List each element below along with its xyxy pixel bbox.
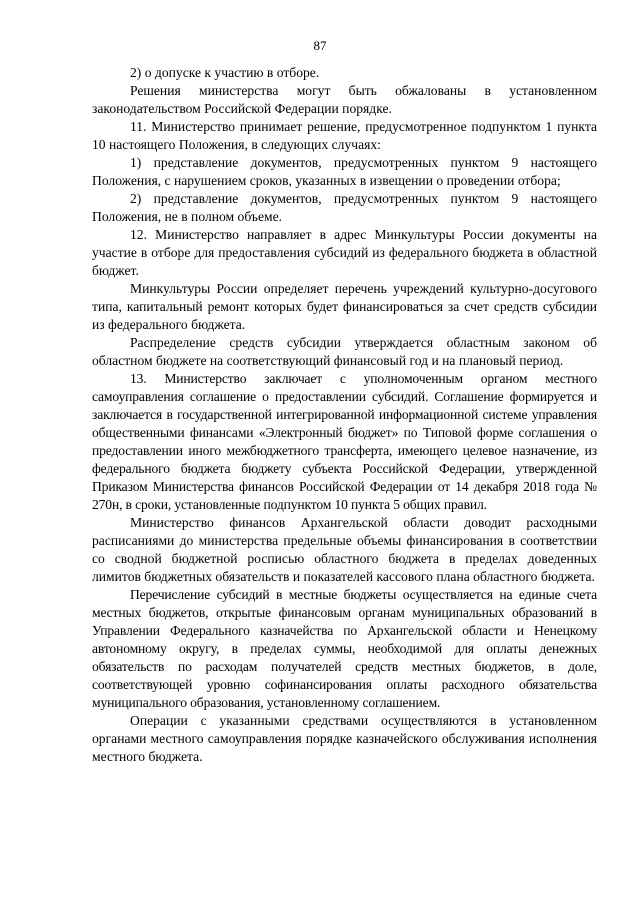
paragraph-minfin: Министерство финансов Архангельской области доводит расходными расписаниями до министерства предельные объемы финансирования в соответствии со сводной бюджетной росписью областного бюджета в пределах доведенных лимитов бюджетных обязательств и показателей кассового плана областного бюджета. xyxy=(92,515,597,584)
paragraph-case-1: 1) представление документов, предусмотренных пунктом 9 настоящего Положения, с нарушением сроков, указанных в извещении о проведении отбора; xyxy=(92,155,597,188)
paragraph-subitem-2-admission: 2) о допуске к участию в отборе. xyxy=(130,65,320,80)
paragraph-minculture-list: Минкультуры России определяет перечень учреждений культурно-досугового типа, капитальный ремонт которых будет финансироваться за счет средств субсидии из федерального бюджета. xyxy=(92,281,597,332)
paragraph-distribution: Распределение средств субсидии утверждается областным законом об областном бюджете на соответствующий финансовый год и на плановый период. xyxy=(92,335,597,368)
paragraph-item-13: 13. Министерство заключает с уполномоченным органом местного самоуправления соглашение о предоставлении субсидий. Соглашение формируется и заключается в государственной интегрированной информационной системе управления общественными финансами «Электронный бюджет» по Типовой форме соглашения о предоставлении иного межбюджетного трансферта, имеющего целевое назначение, из федерального бюджета бюджету субъекта Российской Федерации, утвержденной Приказом Министерства финансов Российской Федерации от 14 декабря 2018 года № 270н, в сроки, установленные подпунктом 10 пункта 5 общих правил. xyxy=(92,371,597,512)
paragraph-item-11: 11. Министерство принимает решение, предусмотренное подпунктом 1 пункта 10 настоящего Положения, в следующих случаях: xyxy=(92,119,597,152)
paragraph-operations: Операции с указанными средствами осуществляются в установленном органами местного самоуправления порядке казначейского обслуживания исполнения местного бюджета. xyxy=(92,713,597,764)
document-body xyxy=(92,58,597,766)
paragraph-transfer: Перечисление субсидий в местные бюджеты осуществляется на единые счета местных бюджетов, открытые финансовым органам муниципальных образований в Управлении Федерального казначейства по Архангельской области и Ненецкому автономному округу, в пределах суммы, необходимой для оплаты денежных обязательств по расходам получателей средств местных бюджетов, в доле, соответствующей уровню софинансирования оплаты расходного обязательства муниципального образования, установленному соглашением. xyxy=(92,587,597,710)
paragraph-appeal: Решения министерства могут быть обжалованы в установленном законодательством Российской Федерации порядке. xyxy=(92,83,597,116)
paragraph-case-2: 2) представление документов, предусмотренных пунктом 9 настоящего Положения, не в полном объеме. xyxy=(92,191,597,224)
paragraph-item-12: 12. Министерство направляет в адрес Минкультуры России документы на участие в отборе для предоставления субсидий из федерального бюджета в областной бюджет. xyxy=(92,227,597,278)
page-number: 87 xyxy=(313,38,327,53)
